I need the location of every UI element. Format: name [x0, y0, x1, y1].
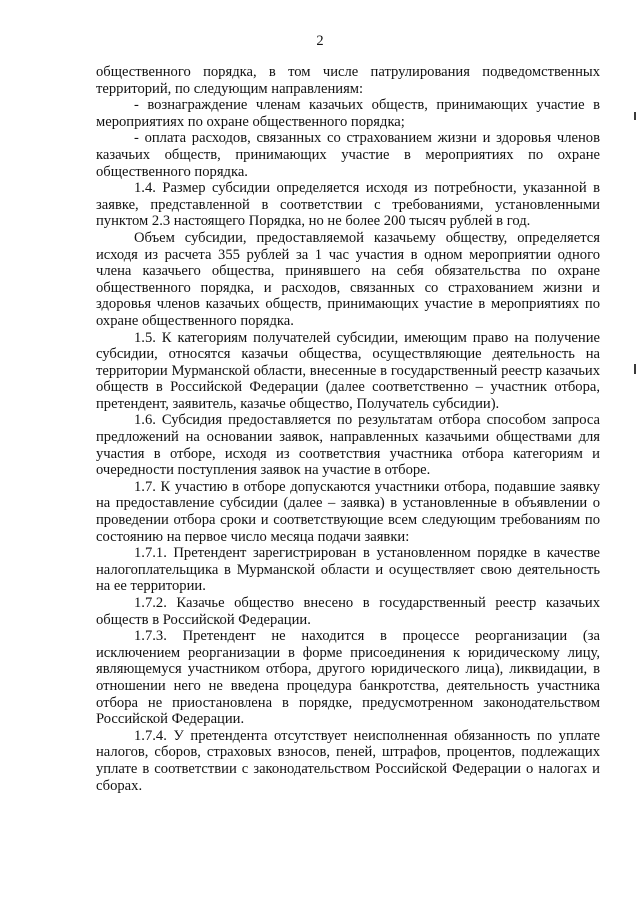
paragraph-1-5: 1.5. К категориям получателей субсидии, имеющим право на получение субсидии, относятся казачьи общества, осуществляющие деятельность на территории Мурманской области, внесенные в государственный реестр казачьих обществ в Российской Федерации (далее соответственно – участник отбора, претендент, заявитель, казачье общество, Получатель субсидии). — [96, 329, 600, 412]
paragraph-subsidy-volume: Объем субсидии, предоставляемой казачьему обществу, определяется исходя из расчета 355 рублей за 1 час участия в одном мероприятии одного члена казачьего общества, принявшего на себя обязательства по охране общественного порядка, и расходов, связанных со страхованием жизни и здоровья членов казачьих обществ, принимающих участие в мероприятиях по охране общественного порядка. — [96, 229, 600, 329]
paragraph-1-6: 1.6. Субсидия предоставляется по результатам отбора способом запроса предложений на основании заявок, направленных казачьими обществами для участия в отборе, исходя из соответствия участника отбора категориям и очередности поступления заявок на участие в отборе. — [96, 412, 600, 479]
paragraph-1-4: 1.4. Размер субсидии определяется исходя из потребности, указанной в заявке, представленной в соответствии с требованиями, установленными пунктом 2.3 настоящего Порядка, но не более 200 тысяч рублей в год. — [96, 180, 600, 230]
paragraph-list-item-reward: - вознаграждение членам казачьих обществ, принимающих участие в мероприятиях по охране общественного порядка; — [96, 97, 600, 130]
paragraph-list-item-insurance: - оплата расходов, связанных со страхованием жизни и здоровья членов казачьих обществ, принимающих участие в мероприятиях по охране общественного порядка. — [96, 130, 600, 180]
paragraph-continuation: общественного порядка, в том числе патрулирования подведомственных территорий, по следующим направлениям: — [96, 64, 600, 97]
paragraph-1-7-3: 1.7.3. Претендент не находится в процессе реорганизации (за исключением реорганизации в форме присоединения к юридическому лицу, являющемуся участником отбора, другого юридического лица), ликвидации, в отношении него не введена процедура банкротства, деятельность участника отбора не приостановлена в порядке, предусмотренном законодательством Российской Федерации. — [96, 628, 600, 728]
scan-artifact-mark — [634, 112, 636, 120]
paragraph-1-7-1: 1.7.1. Претендент зарегистрирован в установленном порядке в качестве налогоплательщика в Мурманской области и осуществляет свою деятельность на ее территории. — [96, 545, 600, 595]
paragraph-1-7: 1.7. К участию в отборе допускаются участники отбора, подавшие заявку на предоставление субсидии (далее – заявка) в установленные в объявлении о проведении отбора сроки и соответствующие всем следующим требованиям по состоянию на первое число месяца подачи заявки: — [96, 478, 600, 545]
paragraph-1-7-2: 1.7.2. Казачье общество внесено в государственный реестр казачьих обществ в Российской Федерации. — [96, 595, 600, 628]
document-body — [96, 64, 600, 794]
scan-artifact-mark — [634, 364, 636, 374]
paragraph-1-7-4: 1.7.4. У претендента отсутствует неисполненная обязанность по уплате налогов, сборов, страховых взносов, пеней, штрафов, процентов, подлежащих уплате в соответствии с законодательством Российской Федерации о налогах и сборах. — [96, 727, 600, 794]
page-number: 2 — [316, 33, 324, 49]
